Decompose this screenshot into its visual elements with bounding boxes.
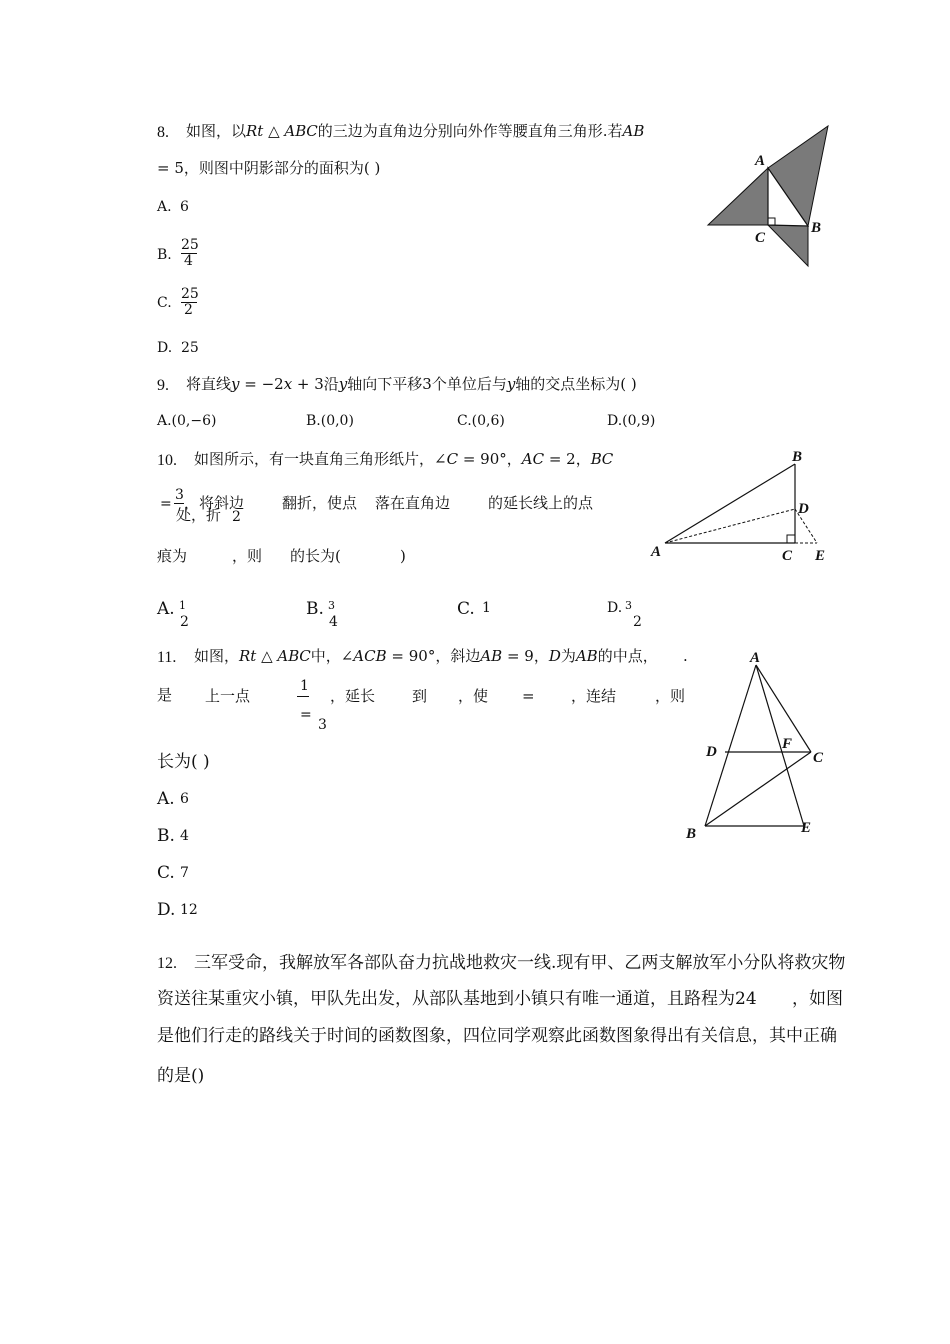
q11-option-d-value: 12 bbox=[180, 902, 198, 918]
q9-number: 9. bbox=[157, 377, 169, 394]
q11-figure bbox=[680, 645, 830, 845]
q10-text-chu: 处，折 bbox=[176, 506, 222, 524]
q11-side-bc bbox=[705, 752, 811, 826]
q11-option-b-label: B. bbox=[157, 826, 175, 846]
q8-option-a-label: A. bbox=[157, 199, 172, 215]
q9-option-c: C.(0,6) bbox=[457, 413, 505, 429]
q8-text-line1: 如图，以𝑅𝑡 △ 𝐴𝐵𝐶的三边为直角边分别向外作等腰直角三角形.若𝐴𝐵 bbox=[186, 122, 645, 140]
q10-option-b-label: B. bbox=[306, 599, 324, 619]
q10-text-two: 2 bbox=[232, 509, 241, 525]
q8-label-a: A bbox=[755, 153, 766, 169]
q10-text-line3c: 的长为( bbox=[290, 547, 341, 565]
q12-text-line4: 的是() bbox=[157, 1066, 205, 1086]
q11-text-line2f: ，则 bbox=[655, 687, 686, 705]
q10-fraction-numerator: 3 bbox=[175, 487, 184, 503]
q11-fraction-bar bbox=[297, 696, 309, 697]
q8-text-line2: = 5，则图中阴影部分的面积为( ) bbox=[157, 159, 381, 177]
q8-shaded-triangle-ac bbox=[708, 168, 768, 225]
q12-text-line3: 是他们行走的路线关于时间的函数图象，四位同学观察此函数图象得出有关信息，其中正确 bbox=[157, 1026, 837, 1046]
q11-option-c-label: C. bbox=[157, 863, 175, 883]
q8-label-b: B bbox=[811, 220, 822, 236]
q10-option-d-label: D. bbox=[607, 600, 623, 616]
q10-figure bbox=[645, 443, 840, 568]
q11-option-a-value: 6 bbox=[180, 791, 189, 807]
q10-fraction-bar bbox=[174, 503, 184, 504]
q10-option-a-label: A. bbox=[157, 599, 175, 619]
q9-option-b: B.(0,0) bbox=[306, 413, 354, 429]
q10-option-b-numerator: 3 bbox=[328, 599, 335, 612]
q11-text-line2e: ，连结 bbox=[571, 687, 617, 705]
q8-option-a-value: 6 bbox=[180, 199, 189, 215]
q10-option-a-denominator: 2 bbox=[180, 614, 189, 630]
q10-hypotenuse-ab bbox=[665, 464, 795, 543]
q10-option-b-denominator: 4 bbox=[329, 614, 338, 630]
q11-label-b: B bbox=[686, 826, 697, 842]
q11-label-f: F bbox=[782, 736, 793, 752]
q9-option-d: D.(0,9) bbox=[607, 413, 656, 429]
q10-label-c: C bbox=[782, 548, 793, 564]
q11-text-ce: 上一点 bbox=[205, 687, 251, 705]
q8-option-b-numerator: 25 bbox=[181, 237, 199, 253]
q11-fraction-equals: = bbox=[300, 707, 312, 723]
q11-text-line3: 长为( ) bbox=[157, 752, 210, 772]
q8-shaded-triangle-bc bbox=[768, 225, 808, 266]
q11-text-line2a: ，延长 bbox=[330, 687, 376, 705]
q11-text-line2d: = bbox=[522, 687, 535, 705]
q12-text-line1: 三军受命，我解放军各部队奋力抗战地救灾一线.现有甲、乙两支解放军小分队将救灾物 bbox=[194, 953, 846, 973]
q10-option-d-denominator: 2 bbox=[633, 614, 642, 630]
q8-figure bbox=[700, 118, 840, 273]
q10-equals: = bbox=[160, 496, 172, 512]
q12-text-line2a: 资送往某重灾小镇，甲队先出发，从部队基地到小镇只有唯一通道，且路程为24 bbox=[157, 989, 757, 1009]
q10-text-line2a: ，将斜边 bbox=[184, 494, 245, 512]
q11-option-b-value: 4 bbox=[180, 828, 189, 844]
q11-text-line2b: 到 bbox=[412, 687, 428, 705]
q8-option-d-value: 25 bbox=[181, 340, 199, 356]
q11-text-line1-end: . bbox=[683, 647, 688, 665]
q10-option-c-label: C. bbox=[457, 599, 475, 619]
q10-number: 10. bbox=[157, 452, 177, 469]
q11-label-e: E bbox=[801, 820, 812, 836]
q10-option-c-value: 1 bbox=[482, 600, 491, 616]
q11-label-d: D bbox=[706, 744, 717, 760]
q12-number: 12. bbox=[157, 955, 177, 972]
q8-option-b-label: B. bbox=[157, 247, 172, 263]
q11-text-line2c: ，使 bbox=[458, 687, 489, 705]
q11-option-c-value: 7 bbox=[180, 865, 189, 881]
q11-line-a-e bbox=[756, 665, 804, 826]
q9-option-a: A.(0,−6) bbox=[157, 413, 217, 429]
q11-label-c: C bbox=[813, 750, 824, 766]
q9-text: 将直线𝑦 = −2𝑥 + 3沿𝑦轴向下平移3个单位后与𝑦轴的交点坐标为( ) bbox=[186, 375, 637, 393]
right-angle-mark-icon bbox=[787, 535, 795, 543]
q10-text-line3b: ，则 bbox=[232, 547, 263, 565]
q8-label-c: C bbox=[755, 230, 766, 246]
q12-text-line2b: ，如图 bbox=[792, 989, 843, 1009]
q10-label-d: D bbox=[798, 501, 809, 517]
q11-number: 11. bbox=[157, 649, 177, 666]
q8-option-c-label: C. bbox=[157, 295, 172, 311]
q11-option-a-label: A. bbox=[157, 789, 175, 809]
q8-option-b-denominator: 4 bbox=[184, 253, 193, 269]
q10-fold-line-ad bbox=[665, 509, 795, 543]
q10-option-d-numerator: 3 bbox=[625, 599, 632, 612]
q10-label-e: E bbox=[815, 548, 826, 564]
q10-option-a-numerator: 1 bbox=[179, 599, 186, 612]
q11-text-line1: 如图，𝑅𝑡 △ 𝐴𝐵𝐶中，∠𝐴𝐶𝐵 = 90°，斜边𝐴𝐵 = 9，𝐷为𝐴𝐵的中点， bbox=[194, 647, 658, 665]
q11-text-shi: 是 bbox=[157, 686, 173, 704]
q8-option-c-numerator: 25 bbox=[181, 286, 199, 302]
q10-label-a: A bbox=[651, 544, 662, 560]
q10-text-line3d: ) bbox=[400, 547, 406, 565]
q11-fraction-denominator: 3 bbox=[318, 717, 327, 733]
q8-option-c-denominator: 2 bbox=[184, 302, 193, 318]
q8-number: 8. bbox=[157, 124, 169, 141]
q10-label-b: B bbox=[792, 449, 803, 465]
q10-text-line3a: 痕为 bbox=[157, 547, 188, 565]
q10-text-line2c: 落在直角边 bbox=[375, 494, 451, 512]
q10-text-line2d: 的延长线上的点 bbox=[488, 494, 594, 512]
q8-option-d-label: D. bbox=[157, 340, 173, 356]
q10-text-line1: 如图所示，有一块直角三角形纸片，∠𝐶 = 90°，𝐴𝐶 = 2，𝐵𝐶 bbox=[194, 450, 614, 468]
q10-text-line2b: 翻折，使点 bbox=[282, 494, 358, 512]
q11-fraction-numerator: 1 bbox=[300, 678, 309, 694]
q11-label-a: A bbox=[750, 650, 761, 666]
q11-option-d-label: D. bbox=[157, 900, 176, 920]
